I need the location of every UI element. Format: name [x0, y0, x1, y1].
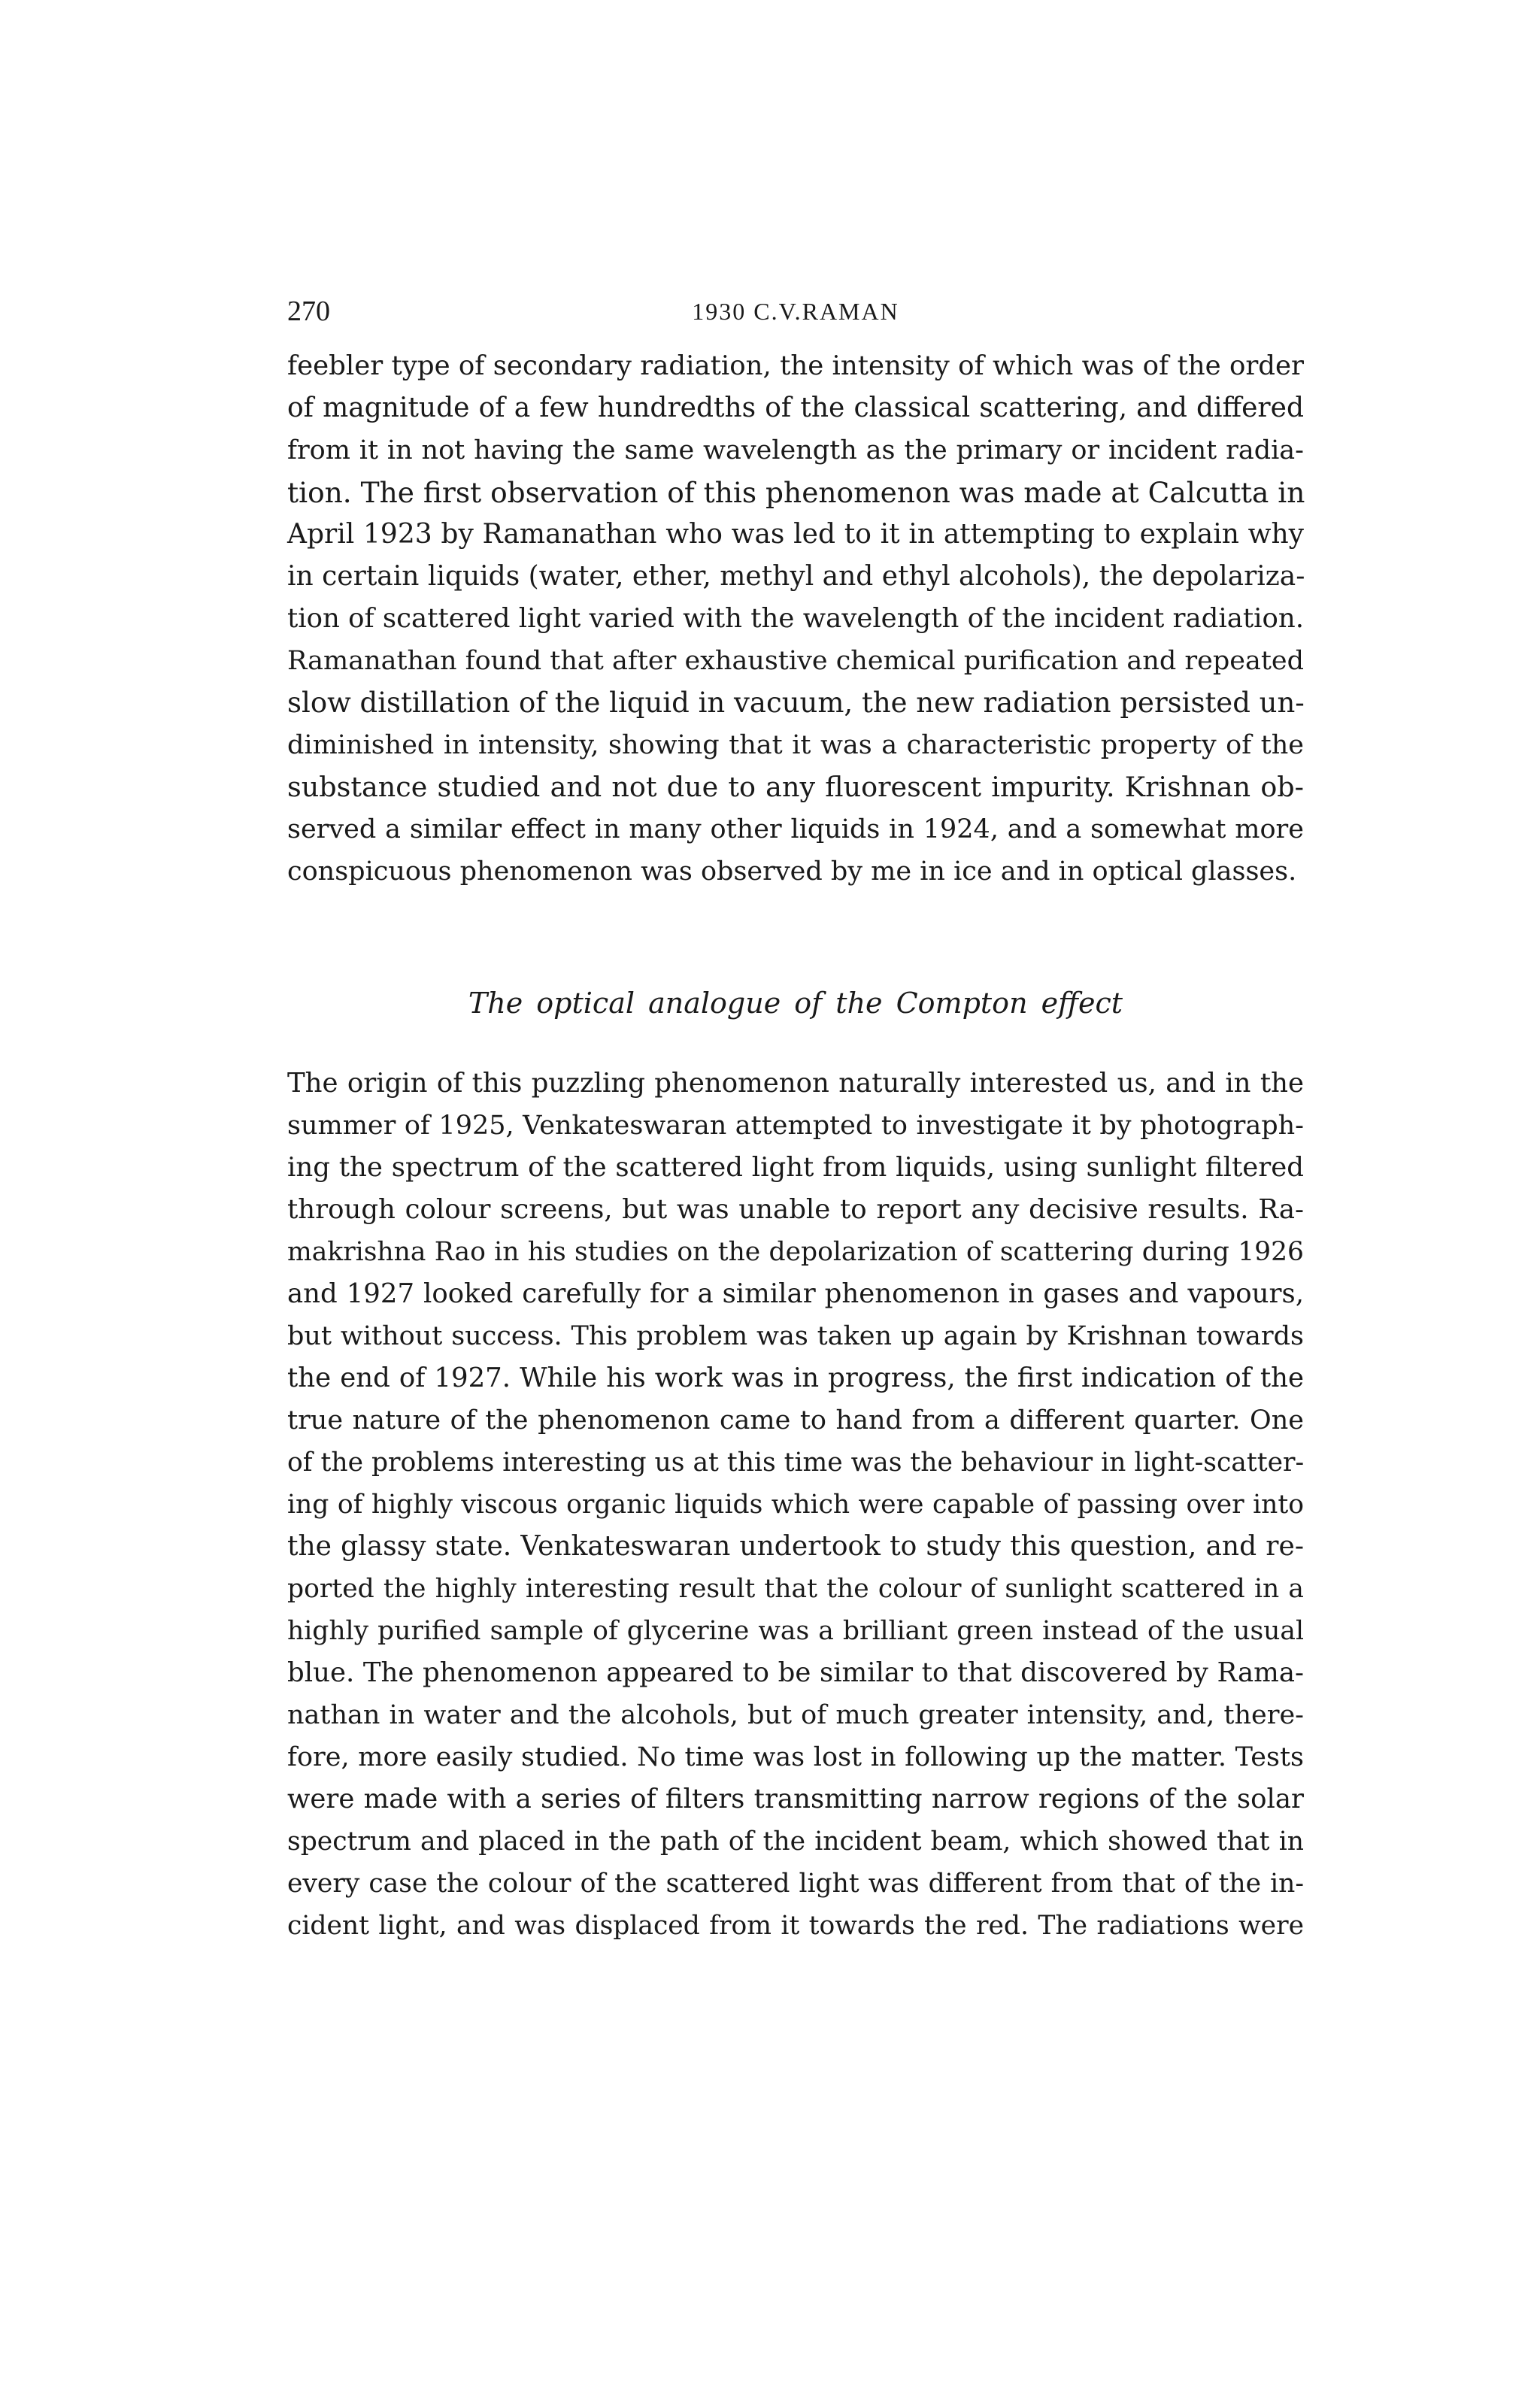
text-line: of magnitude of a few hundredths of the classical scattering, and differed [287, 393, 1304, 423]
text-line: true nature of the phenomenon came to hand from a different quarter. One [287, 1405, 1304, 1435]
text-line: diminished in intensity, showing that it was a characteristic property of the [287, 730, 1304, 760]
text-line: and 1927 looked carefully for a similar phenomenon in gases and vapours, [287, 1278, 1304, 1309]
text-line: of the problems interesting us at this time was the behaviour in light-scatter- [287, 1448, 1305, 1478]
text-line: ported the highly interesting result that the colour of sunlight scattered in a [287, 1574, 1304, 1604]
text-line: conspicuous phenomenon was observed by me in ice and in optical glasses. [287, 856, 1297, 887]
text-line: the end of 1927. While his work was in progress, the first indication of the [287, 1363, 1304, 1393]
text-line: but without success. This problem was taken up again by Krishnan towards [287, 1321, 1304, 1351]
text-line: April 1923 by Ramanathan who was led to it in attempting to explain why [287, 519, 1304, 550]
text-line: blue. The phenomenon appeared to be similar to that discovered by Rama- [287, 1657, 1304, 1688]
text-line: substance studied and not due to any fluorescent impurity. Krishnan ob- [287, 771, 1304, 803]
text-line: Ramanathan found that after exhaustive chemical purification and repeated [287, 646, 1304, 676]
text-line: fore, more easily studied. No time was lost in following up the matter. Tests [287, 1742, 1304, 1772]
text-line: ing of highly viscous organic liquids which were capable of passing over into [287, 1490, 1304, 1520]
text-line: were made with a series of filters transmitting narrow regions of the solar [287, 1784, 1304, 1814]
text-line: slow distillation of the liquid in vacuum, the new radiation persisted un- [287, 687, 1305, 719]
page-number: 270 [287, 296, 330, 327]
text-line: summer of 1925, Venkateswaran attempted to investigate it by photograph- [287, 1111, 1304, 1141]
text-line: through colour screens, but was unable to report any decisive results. Ra- [287, 1194, 1304, 1225]
text-line: in certain liquids (water, ether, methyl and ethyl alcohols), the depolariza- [287, 561, 1305, 592]
text-line: cident light, and was displaced from it towards the red. The radiations were [287, 1911, 1304, 1941]
text-line: every case the colour of the scattered light was different from that of the in- [287, 1869, 1304, 1899]
text-line: The origin of this puzzling phenomenon naturally interested us, and in the [287, 1068, 1304, 1099]
text-line: nathan in water and the alcohols, but of much greater intensity, and, there- [287, 1700, 1304, 1730]
text-line: tion of scattered light varied with the wavelength of the incident radiation. [287, 603, 1305, 634]
text-line: served a similar effect in many other liquids in 1924, and a somewhat more [287, 814, 1304, 844]
text-line: highly purified sample of glycerine was a brilliant green instead of the usual [287, 1616, 1304, 1646]
running-head [287, 289, 1304, 334]
text-line: the glassy state. Venkateswaran undertook to study this question, and re- [287, 1531, 1304, 1562]
section-heading: The optical analogue of the Compton effect [468, 987, 1123, 1020]
text-line: tion. The first observation of this phenomenon was made at Calcutta in [287, 476, 1305, 509]
text-line: makrishna Rao in his studies on the depolarization of scattering during 1926 [287, 1237, 1304, 1267]
running-title: 1930 C.V.RAMAN [692, 298, 899, 325]
text-line: feebler type of secondary radiation, the intensity of which was of the order [287, 350, 1304, 381]
text-line: spectrum and placed in the path of the incident beam, which showed that in [287, 1827, 1304, 1857]
text-line: ing the spectrum of the scattered light from liquids, using sunlight filtered [287, 1152, 1304, 1183]
text-line: from it in not having the same wavelength as the primary or incident radia- [287, 435, 1304, 465]
